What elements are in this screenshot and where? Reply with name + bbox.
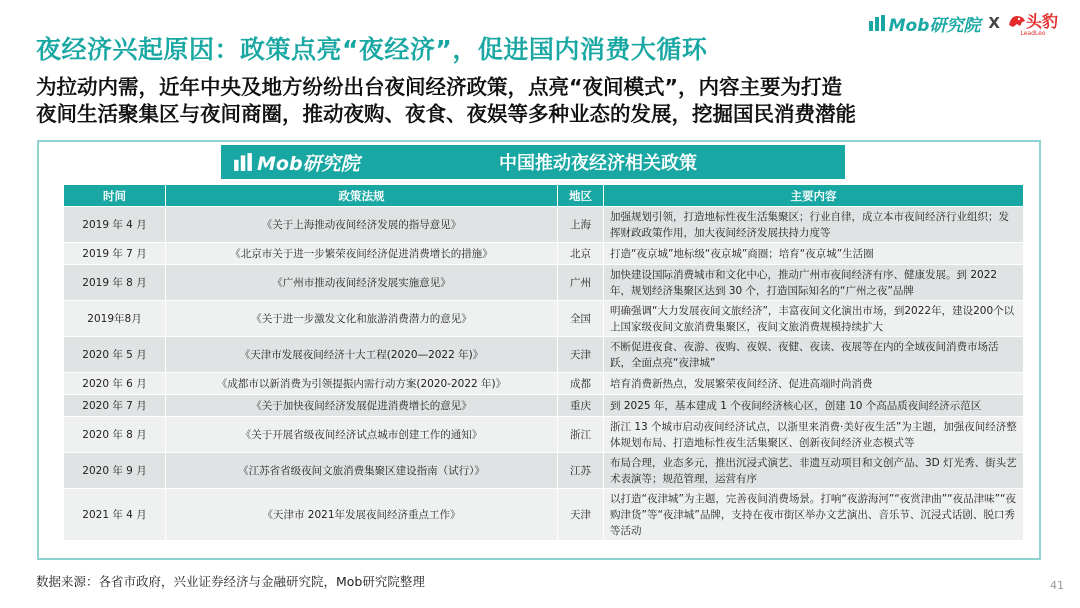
table-row <box>64 417 1024 453</box>
cell-region: 全国 <box>558 301 604 337</box>
cell-time: 2019 年 7 月 <box>64 243 166 265</box>
table-row <box>64 265 1024 301</box>
cell-time: 2019年8月 <box>64 301 166 337</box>
mob-logo-text: Mob研究院 <box>888 15 981 36</box>
cell-time: 2020 年 9 月 <box>64 453 166 489</box>
table-banner <box>221 145 845 179</box>
cell-content: 明确强调“大力发展夜间文旅经济”，丰富夜间文化演出市场，到2022年，建设200个以上国家级夜间文旅消费集聚区，夜间文旅消费规模持续扩大 <box>604 301 1024 337</box>
subtitle-line-2: 夜间生活聚集区与夜间商圈，推动夜购、夜食、夜娱等多种业态的发展，挖掘国民消费潜能 <box>36 102 856 126</box>
page-number: 41 <box>1050 579 1064 592</box>
cell-content: 培育消费新热点，发展繁荣夜间经济、促进高端时尚消费 <box>604 373 1024 395</box>
cell-time: 2019 年 4 月 <box>64 207 166 243</box>
leadleo-logo <box>1008 9 1058 37</box>
cell-time: 2020 年 7 月 <box>64 395 166 417</box>
table-header-row <box>64 185 1024 207</box>
table-row <box>64 243 1024 265</box>
subtitle-line-1: 为拉动内需，近年中央及地方纷纷出台夜间经济政策，点亮“夜间模式”，内容主要为打造 <box>36 75 842 99</box>
cell-content: 加强规划引领，打造地标性夜生活集聚区；行业自律，成立本市夜间经济行业组织；发挥财政政策作用，加大夜间经济发展扶持力度等 <box>604 207 1024 243</box>
cell-content: 到 2025 年，基本建成 1 个夜间经济核心区，创建 10 个高品质夜间经济示范区 <box>604 395 1024 417</box>
cell-region: 天津 <box>558 337 604 373</box>
table-row <box>64 373 1024 395</box>
cell-region: 江苏 <box>558 453 604 489</box>
cell-region: 天津 <box>558 489 604 541</box>
cell-law: 《关于加快夜间经济发展促进消费增长的意见》 <box>166 395 558 417</box>
header-time: 时间 <box>64 185 166 207</box>
leopard-icon <box>1008 13 1026 29</box>
cell-time: 2020 年 6 月 <box>64 373 166 395</box>
cell-law: 《天津市 2021年发展夜间经济重点工作》 <box>166 489 558 541</box>
leadleo-logo-subtext: LeadLeo <box>1020 30 1046 37</box>
cell-time: 2020 年 5 月 <box>64 337 166 373</box>
header-law: 政策法规 <box>166 185 558 207</box>
cell-law: 《成都市以新消费为引领提振内需行动方案(2020-2022 年)》 <box>166 373 558 395</box>
cell-law: 《北京市关于进一步繁荣夜间经济促进消费增长的措施》 <box>166 243 558 265</box>
cell-time: 2021 年 4 月 <box>64 489 166 541</box>
banner-logo-text: Mob研究院 <box>257 152 360 175</box>
leadleo-logo-text: 头豹 <box>1025 12 1058 31</box>
table-row <box>64 207 1024 243</box>
table-row <box>64 453 1024 489</box>
cell-content: 以打造“夜津城”为主题，完善夜间消费场景。打响“夜游海河”“夜赏津曲”“夜品津味”“夜购津货”等“夜津城”品牌，支持在夜市街区举办文艺演出、音乐节、沉浸式话剧、脱口秀等活动 <box>604 489 1024 541</box>
cell-content: 布局合理，业态多元，推出沉浸式演艺、非遗互动项目和文创产品、3D 灯光秀、街头艺术表演等；规范管理，运营有序 <box>604 453 1024 489</box>
cell-law: 《江苏省省级夜间文旅消费集聚区建设指南（试行）》 <box>166 453 558 489</box>
banner-logo <box>233 149 360 176</box>
cell-region: 成都 <box>558 373 604 395</box>
cell-content: 加快建设国际消费城市和文化中心，推动广州市夜间经济有序、健康发展。到 2022 年，规划经济集聚区达到 30 个，打造国际知名的“广州之夜”品牌 <box>604 265 1024 301</box>
cell-region: 北京 <box>558 243 604 265</box>
cell-law: 《天津市发展夜间经济十大工程(2020—2022 年)》 <box>166 337 558 373</box>
header-region: 地区 <box>558 185 604 207</box>
logo-group <box>868 9 1058 37</box>
cell-law: 《关于进一步激发文化和旅游消费潜力的意见》 <box>166 301 558 337</box>
policy-table <box>63 184 1024 541</box>
page-title: 夜经济兴起原因：政策点亮“夜经济”，促进国内消费大循环 <box>36 35 708 64</box>
cell-content: 打造“夜京城”地标级“夜京城”商圈；培育“夜京城”生活圈 <box>604 243 1024 265</box>
cell-region: 浙江 <box>558 417 604 453</box>
cell-region: 上海 <box>558 207 604 243</box>
logo-separator: X <box>988 14 1000 32</box>
table-row <box>64 489 1024 541</box>
cell-time: 2019 年 8 月 <box>64 265 166 301</box>
cell-law: 《广州市推动夜间经济发展实施意见》 <box>166 265 558 301</box>
table-row <box>64 395 1024 417</box>
table-row <box>64 301 1024 337</box>
cell-content: 浙江 13 个城市启动夜间经济试点，以浙里来消费·美好夜生活”为主题，加强夜间经济整体规划布局、打造地标性夜生活集聚区、创新夜间经济业态模式等 <box>604 417 1024 453</box>
header-content: 主要内容 <box>604 185 1024 207</box>
table-title: 中国推动夜经济相关政策 <box>499 153 697 174</box>
table-row <box>64 337 1024 373</box>
cell-law: 《关于上海推动夜间经济发展的指导意见》 <box>166 207 558 243</box>
cell-law: 《关于开展省级夜间经济试点城市创建工作的通知》 <box>166 417 558 453</box>
cell-time: 2020 年 8 月 <box>64 417 166 453</box>
cell-region: 重庆 <box>558 395 604 417</box>
cell-region: 广州 <box>558 265 604 301</box>
data-source-note: 数据来源：各省市政府，兴业证券经济与金融研究院，Mob研究院整理 <box>36 574 425 589</box>
mob-logo <box>868 11 981 36</box>
mob-logo-icon <box>233 153 253 171</box>
mob-logo-icon <box>868 15 886 31</box>
page-subtitle <box>36 74 1046 128</box>
cell-content: 不断促进夜食、夜游、夜购、夜娱、夜健、夜读、夜展等在内的全域夜间消费市场活跃，全面点亮“夜津城” <box>604 337 1024 373</box>
